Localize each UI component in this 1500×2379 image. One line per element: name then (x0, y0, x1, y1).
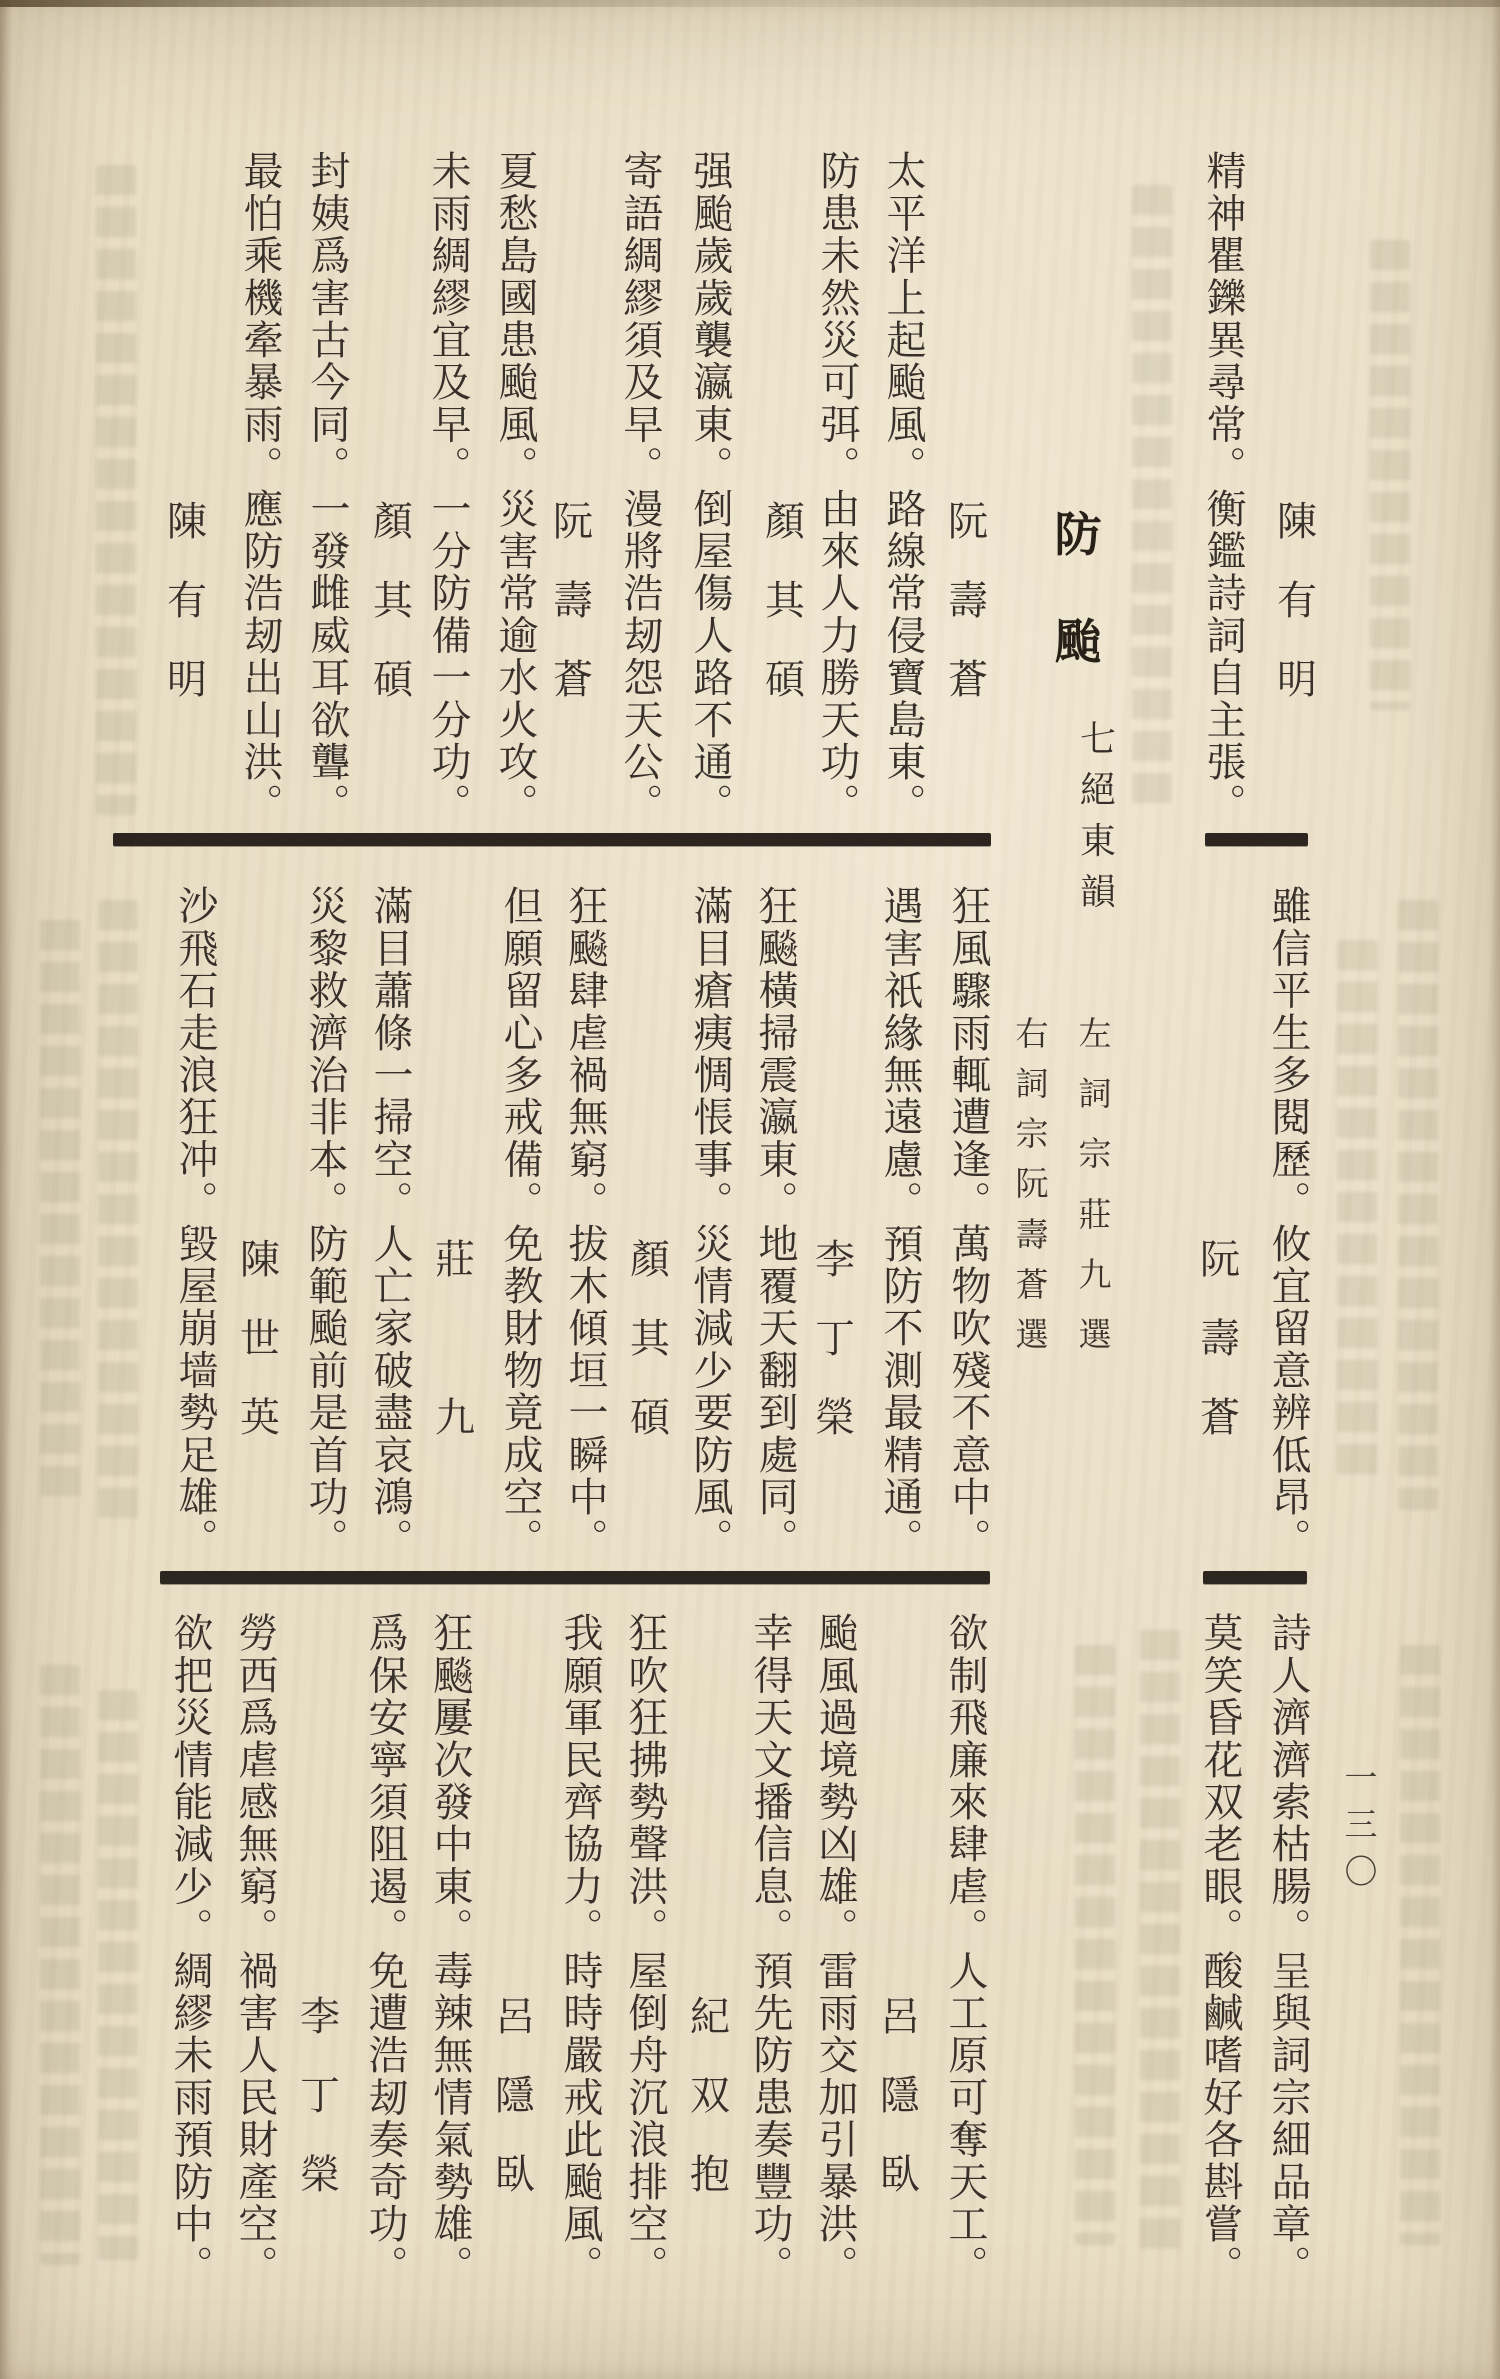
section-rule-2-left (160, 1571, 990, 1584)
poem-verse-column: 最怕乘機牽暴雨。應防浩刼出山洪。 (238, 150, 283, 826)
author-name-column: 陳 有 明 (1277, 499, 1317, 702)
poem-verse-column: 颱風過境勢凶雄。雷雨交加引暴洪。 (813, 1612, 858, 2288)
poem-verse-column: 未雨綢繆宜及早。一分防備一分功。 (426, 150, 471, 826)
poem-verse-column: 幸得天文播信息。預先防患奏豐功。 (748, 1612, 793, 2288)
bleed-through-ghost (1400, 1645, 1440, 2245)
author-name-column: 阮 壽 蒼 (948, 499, 988, 702)
poem-verse-column: 欲把災情能減少。綢繆未雨預防中。 (168, 1612, 213, 2288)
bleed-through-ghost (1337, 940, 1377, 1480)
author-name-column: 顏 其 碩 (630, 1237, 670, 1440)
author-name-column: 顏 其 碩 (373, 499, 413, 702)
poem-verse-column: 狂飈屢次發中東。毒辣無情氣勢雄。 (428, 1612, 473, 2288)
page-edge-top (0, 0, 1500, 7)
poem-verse-column: 滿目瘡痍惆悵事。災情減少要防風。 (688, 885, 733, 1561)
section-rule-1-left (113, 833, 991, 846)
section-subtitle: 七 絕 東 韻 (1079, 719, 1116, 912)
bleed-through-ghost (1075, 1645, 1115, 2245)
poem-verse-column: 狂風驟雨輒遭逢。萬物吹殘不意中。 (946, 885, 991, 1561)
poem-verse-column: 寄語綢繆須及早。漫將浩刼怨天公。 (618, 150, 663, 826)
author-name-column: 陳 世 英 (240, 1237, 280, 1440)
bleed-through-ghost (98, 900, 138, 1530)
poem-verse-column: 雖信平生多閱歷。攸宜留意辨低昂。 (1266, 885, 1311, 1561)
page-edge-right (1490, 0, 1500, 2379)
left-judge-column: 左 詞 宗 莊 九 選 (1078, 1017, 1112, 1354)
bleed-through-ghost (98, 1690, 138, 2260)
page-edge-left (0, 0, 12, 2379)
bleed-through-ghost (1370, 240, 1410, 710)
poem-verse-column: 滿目蕭條一掃空。人亡家破盡哀鴻。 (368, 885, 413, 1561)
poem-verse-column: 封姨爲害古今同。一發雌威耳欲聾。 (305, 150, 350, 826)
section-rule-1-right (1205, 833, 1308, 846)
poem-verse-column: 精神瞿鑠異尋常。衡鑑詩詞自主張。 (1201, 150, 1246, 826)
poem-verse-column: 防患未然災可弭。由來人力勝天功。 (815, 150, 860, 826)
author-name-column: 呂 隱 臥 (495, 1994, 535, 2197)
bleed-through-ghost (40, 1665, 80, 2265)
page-number: 一 三 〇 (1344, 1761, 1378, 1891)
poem-verse-column: 但願留心多戒備。免教財物竟成空。 (498, 885, 543, 1561)
poem-verse-column: 狂飈肆虐禍無窮。拔木傾垣一瞬中。 (563, 885, 608, 1561)
poem-verse-column: 太平洋上起颱風。路線常侵寶島東。 (881, 150, 926, 826)
author-name-column: 李 丁 榮 (300, 1994, 340, 2197)
author-name-column: 李 丁 榮 (815, 1237, 855, 1440)
section-title: 防 颱 (1054, 510, 1102, 669)
poem-verse-column: 遇害祇緣無遠慮。預防不測最精通。 (878, 885, 923, 1561)
poem-verse-column: 狂吹狂拂勢聲洪。屋倒舟沉浪排空。 (623, 1612, 668, 2288)
poem-verse-column: 沙飛石走浪狂冲。毀屋崩墙勢足雄。 (173, 885, 218, 1561)
bleed-through-ghost (1132, 185, 1172, 805)
author-name-column: 陳 有 明 (167, 499, 207, 702)
poem-verse-column: 狂飈橫掃震瀛東。地覆天翻到處同。 (753, 885, 798, 1561)
author-name-column: 阮 壽 蒼 (1200, 1237, 1240, 1440)
right-judge-column: 右 詞 宗 阮 壽 蒼 選 (1015, 1017, 1049, 1354)
poem-verse-column: 夏愁島國患颱風。災害常逾水火攻。 (493, 150, 538, 826)
poem-verse-column: 爲保安寧須阻遏。免遭浩刼奏奇功。 (363, 1612, 408, 2288)
bleed-through-ghost (40, 920, 80, 1500)
author-name-column: 紀 双 抱 (690, 1994, 730, 2197)
poem-verse-column: 災黎救濟治非本。防範颱前是首功。 (303, 885, 348, 1561)
author-name-column: 阮 壽 蒼 (553, 499, 593, 702)
author-name-column: 莊 九 (435, 1237, 475, 1440)
poem-verse-column: 强颱歲歲襲瀛東。倒屋傷人路不通。 (688, 150, 733, 826)
author-name-column: 呂 隱 臥 (880, 1994, 920, 2197)
poem-verse-column: 勞西爲虐感無窮。禍害人民財產空。 (233, 1612, 278, 2288)
poem-verse-column: 我願軍民齊協力。時時嚴戒此颱風。 (558, 1612, 603, 2288)
bleed-through-ghost (96, 165, 136, 815)
bleed-through-ghost (1398, 900, 1438, 1510)
poem-verse-column: 莫笑昏花双老眼。酸鹹嗜好各斟嘗。 (1198, 1612, 1243, 2288)
poem-verse-column: 詩人濟濟索枯腸。呈與詞宗細品章。 (1266, 1612, 1311, 2288)
author-name-column: 顏 其 碩 (765, 499, 805, 702)
bleed-through-ghost (1140, 1630, 1180, 2250)
section-rule-2-right (1203, 1571, 1307, 1584)
poem-verse-column: 欲制飛廉來肆虐。人工原可奪天工。 (943, 1612, 988, 2288)
